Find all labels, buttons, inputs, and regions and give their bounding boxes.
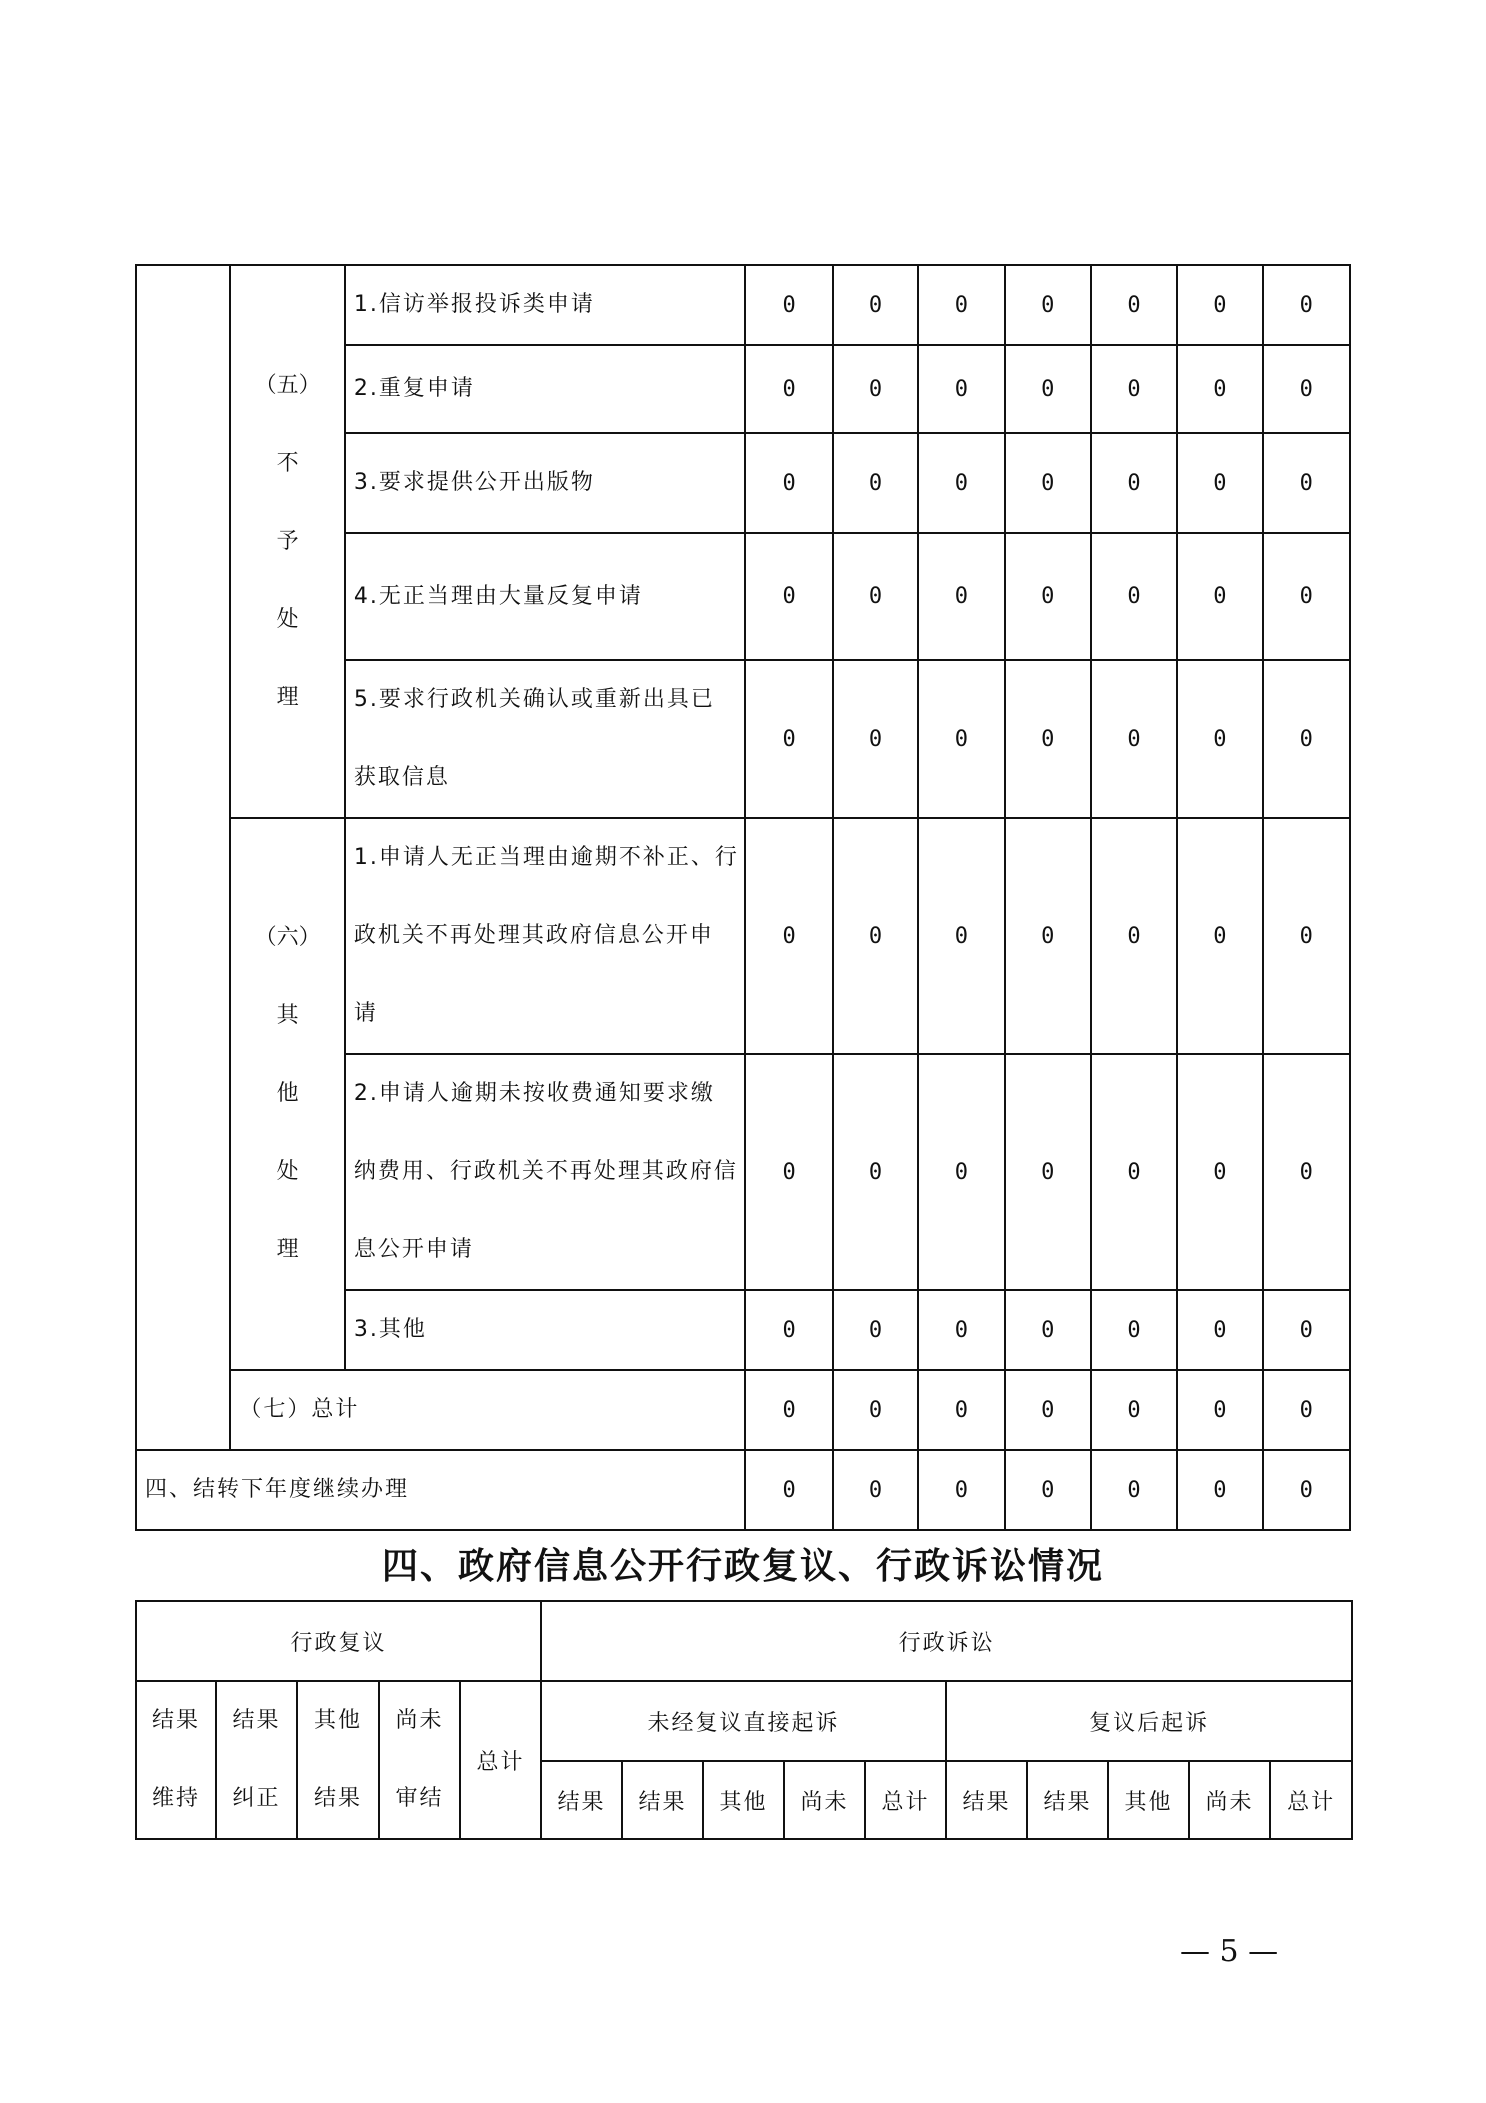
row-label-line: 2.申请人逾期未按收费通知要求缴	[353, 1081, 715, 1106]
count-cell: 0	[1177, 345, 1262, 433]
row-label-line: 3.其他	[353, 1317, 427, 1342]
count-cell: 0	[833, 345, 918, 433]
row-label-line: 纳费用、行政机关不再处理其政府信	[353, 1159, 738, 1184]
group-label-char: 不	[276, 450, 299, 476]
count-cell: 0	[1005, 433, 1091, 533]
count-cell: 0	[745, 533, 832, 660]
row-label	[345, 265, 746, 345]
count-cell: 0	[833, 1370, 918, 1450]
row-label	[345, 533, 746, 660]
count-cell: 0	[918, 433, 1004, 533]
count-cell: 0	[1005, 345, 1091, 433]
count-cell: 0	[833, 265, 918, 345]
row-label	[345, 818, 746, 1054]
count-cell: 0	[1177, 1290, 1262, 1370]
count-cell: 0	[833, 660, 918, 818]
count-cell: 0	[1177, 1450, 1262, 1530]
row-label	[345, 660, 746, 818]
count-cell: 0	[1005, 1290, 1091, 1370]
count-cell: 0	[918, 345, 1004, 433]
review-col-3: 尚未 审结	[379, 1681, 460, 1839]
carryover-row	[136, 1450, 1350, 1530]
after-review-header: 复议后起诉	[946, 1681, 1352, 1761]
row-label-line: 请	[353, 1001, 378, 1026]
after-review-col: 结果	[946, 1761, 1027, 1839]
count-cell: 0	[1177, 660, 1262, 818]
row-label-line: 5.要求行政机关确认或重新出具已	[353, 687, 715, 712]
row-label-line: 1.信访举报投诉类申请	[353, 292, 595, 317]
count-cell: 0	[918, 533, 1004, 660]
direct-suit-col: 总计	[865, 1761, 946, 1839]
total-label: （七）总计	[230, 1370, 745, 1450]
count-cell: 0	[1263, 433, 1350, 533]
count-cell: 0	[1005, 533, 1091, 660]
group-label-char: 其	[276, 1003, 299, 1028]
count-cell: 0	[745, 433, 832, 533]
count-cell: 0	[1091, 265, 1177, 345]
count-cell: 0	[745, 1370, 832, 1450]
count-cell: 0	[745, 1450, 832, 1530]
application-handling-table	[135, 264, 1351, 1531]
count-cell: 0	[1263, 1054, 1350, 1290]
count-cell: 0	[1091, 1054, 1177, 1290]
count-cell: 0	[1091, 660, 1177, 818]
row-label	[345, 345, 746, 433]
count-cell: 0	[918, 1370, 1004, 1450]
count-cell: 0	[1177, 1370, 1262, 1450]
count-cell: 0	[918, 265, 1004, 345]
count-cell: 0	[1005, 265, 1091, 345]
count-cell: 0	[833, 1290, 918, 1370]
count-cell: 0	[1005, 1450, 1091, 1530]
group-label	[230, 265, 344, 818]
count-cell: 0	[745, 345, 832, 433]
after-review-col: 其他	[1108, 1761, 1189, 1839]
count-cell: 0	[1177, 265, 1262, 345]
count-cell: 0	[745, 1290, 832, 1370]
count-cell: 0	[1091, 1370, 1177, 1450]
direct-suit-col: 尚未	[784, 1761, 865, 1839]
table-row	[136, 265, 1350, 345]
count-cell: 0	[1005, 1370, 1091, 1450]
group-label-char: 理	[276, 1237, 299, 1262]
count-cell: 0	[1263, 1450, 1350, 1530]
count-cell: 0	[1091, 533, 1177, 660]
count-cell: 0	[1263, 1290, 1350, 1370]
count-cell: 0	[1263, 818, 1350, 1054]
group-label-char: （六）	[254, 925, 321, 950]
count-cell: 0	[1177, 533, 1262, 660]
row-label	[345, 1290, 746, 1370]
count-cell: 0	[1091, 818, 1177, 1054]
count-cell: 0	[918, 818, 1004, 1054]
row-label-line: 3.要求提供公开出版物	[353, 470, 595, 495]
group-label-char: （五）	[254, 372, 321, 398]
count-cell: 0	[833, 433, 918, 533]
outer-blank-cell	[136, 265, 230, 1450]
table-row	[136, 818, 1350, 1054]
page-number: — 5 —	[1180, 1934, 1279, 1969]
review-header: 行政复议	[136, 1601, 541, 1681]
review-col-2: 其他 结果	[297, 1681, 379, 1839]
count-cell: 0	[1263, 265, 1350, 345]
review-litigation-table	[135, 1600, 1353, 1840]
direct-suit-col: 其他	[703, 1761, 784, 1839]
litigation-header: 行政诉讼	[541, 1601, 1352, 1681]
section-heading: 四、政府信息公开行政复议、行政诉讼情况	[381, 1546, 1104, 1587]
group-label-char: 予	[276, 528, 299, 554]
count-cell: 0	[1263, 345, 1350, 433]
count-cell: 0	[1177, 1054, 1262, 1290]
row-label-line: 政机关不再处理其政府信息公开申	[353, 923, 714, 948]
group-label-char: 理	[276, 684, 299, 710]
count-cell: 0	[1177, 818, 1262, 1054]
direct-suit-col: 结果	[622, 1761, 703, 1839]
row-label-line: 1.申请人无正当理由逾期不补正、行	[353, 845, 739, 870]
after-review-col: 结果	[1027, 1761, 1108, 1839]
row-label	[345, 1054, 746, 1290]
count-cell: 0	[1005, 1054, 1091, 1290]
review-col-1: 结果 纠正	[216, 1681, 297, 1839]
count-cell: 0	[918, 1290, 1004, 1370]
row-label-line: 2.重复申请	[353, 376, 475, 401]
review-total: 总计	[460, 1681, 541, 1839]
count-cell: 0	[745, 265, 832, 345]
count-cell: 0	[1091, 433, 1177, 533]
count-cell: 0	[1005, 660, 1091, 818]
after-review-col: 尚未	[1189, 1761, 1270, 1839]
group-label-char: 处	[276, 1159, 299, 1184]
review-col-0: 结果 维持	[136, 1681, 216, 1839]
count-cell: 0	[1091, 1290, 1177, 1370]
count-cell: 0	[1263, 533, 1350, 660]
count-cell: 0	[1091, 345, 1177, 433]
row-label-line: 获取信息	[353, 765, 450, 790]
group-label-char: 处	[276, 606, 299, 632]
row-label-line: 息公开申请	[353, 1237, 474, 1262]
direct-suit-col: 结果	[541, 1761, 622, 1839]
count-cell: 0	[745, 660, 832, 818]
carryover-label: 四、结转下年度继续办理	[136, 1450, 745, 1530]
count-cell: 0	[1091, 1450, 1177, 1530]
group-label-char: 他	[276, 1081, 299, 1106]
total-row	[136, 1370, 1350, 1450]
row-label	[345, 433, 746, 533]
count-cell: 0	[1263, 660, 1350, 818]
count-cell: 0	[833, 1450, 918, 1530]
row-label-line: 4.无正当理由大量反复申请	[353, 583, 643, 609]
count-cell: 0	[918, 1450, 1004, 1530]
direct-suit-header: 未经复议直接起诉	[541, 1681, 946, 1761]
count-cell: 0	[1177, 433, 1262, 533]
after-review-col: 总计	[1270, 1761, 1352, 1839]
count-cell: 0	[1263, 1370, 1350, 1450]
count-cell: 0	[1005, 818, 1091, 1054]
count-cell: 0	[833, 818, 918, 1054]
group-label	[230, 818, 344, 1370]
count-cell: 0	[833, 1054, 918, 1290]
count-cell: 0	[745, 818, 832, 1054]
count-cell: 0	[745, 1054, 832, 1290]
count-cell: 0	[918, 1054, 1004, 1290]
count-cell: 0	[833, 533, 918, 660]
count-cell: 0	[918, 660, 1004, 818]
